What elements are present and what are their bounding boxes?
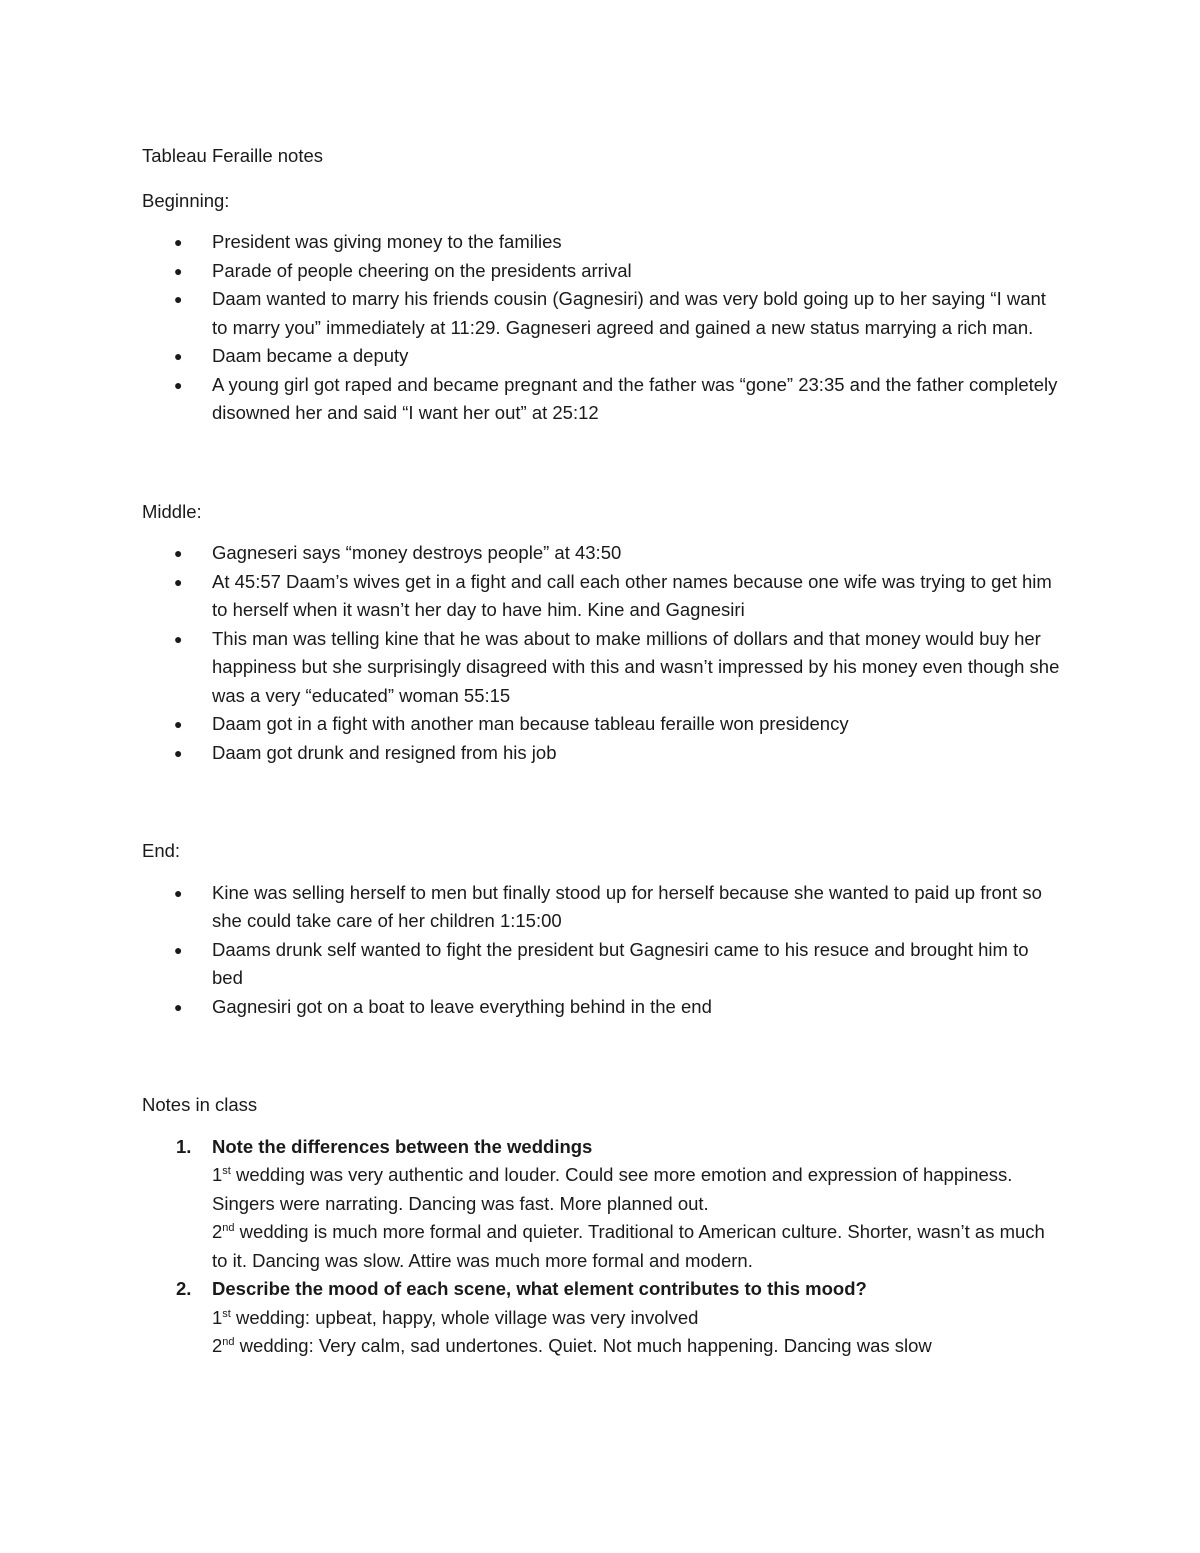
spacer [142,428,1062,498]
bullet-icon: ● [174,234,183,250]
bullet-icon: ● [174,941,183,958]
bullet-icon: ● [174,998,183,1015]
spacer [142,1021,1062,1091]
bullet-icon: ● [174,545,183,561]
section-heading-middle: Middle: [142,500,202,522]
list-item: ● Parade of people cheering on the presidents arrival [142,257,1062,286]
section-heading-beginning: Beginning: [142,189,230,211]
document-title: Tableau Feraille notes [142,145,323,166]
answer-line: 2nd wedding: Very calm, sad undertones. Quiet. Not much happening. Dancing was slow [212,1335,932,1356]
list-item: ● At 45:57 Daam’s wives get in a fight and call each other names because one wife was trying to get him to herself when it wasn’t her day to have him. Kine and Gagnesiri [142,568,1062,625]
list-item: ● Daam got in a fight with another man because tableau feraille won presidency [142,710,1062,739]
list-item: ● Gagnesiri got on a boat to leave everything behind in the end [142,993,1062,1022]
spacer [142,767,1062,837]
question-text: Note the differences between the weddings [212,1135,593,1157]
middle-list [142,539,1062,767]
bullet-icon: ● [174,291,183,307]
bullet-icon: ● [174,744,183,761]
document-body [142,142,1062,1361]
bullet-icon: ● [174,573,183,590]
list-item: ● Daam became a deputy [142,342,1062,371]
section-heading-end: End: [142,840,181,861]
bullet-icon: ● [174,630,183,647]
list-item: ● Daams drunk self wanted to fight the president but Gagnesiri came to his resuce and brought him to bed [142,936,1062,993]
bullet-icon: ● [174,884,183,901]
list-item: ● Kine was selling herself to men but finally stood up for herself because she wanted to paid up front so she could take care of her children 1:15:00 [142,879,1062,936]
section-heading-class-notes: Notes in class [142,1094,258,1115]
beginning-list [142,228,1062,428]
question-item [142,1275,1062,1361]
answer-line: 1st wedding was very authentic and louder. Could see more emotion and expression of happiness. Singers were narrating. Dancing was fast. More planned out. [212,1164,1013,1214]
list-item: ● Daam got drunk and resigned from his job [142,739,1062,768]
bullet-icon: ● [174,348,183,364]
bullet-icon: ● [174,262,183,279]
list-item: ● A young girl got raped and became pregnant and the father was “gone” 23:35 and the father completely disowned her and said “I want her out” at 25:12 [142,371,1062,428]
question-number: 2. [176,1278,192,1299]
answer-line: 1st wedding: upbeat, happy, whole village was very involved [212,1306,699,1328]
bullet-icon: ● [174,716,183,732]
class-notes-list [142,1133,1062,1361]
list-item: ● Daam wanted to marry his friends cousin (Gagnesiri) and was very bold going up to her saying “I want to marry you” immediately at 11:29. Gagneseri agreed and gained a new status marrying a rich man. [142,285,1062,342]
question-text: Describe the mood of each scene, what element contributes to this mood? [212,1278,867,1299]
question-number: 1. [176,1135,192,1157]
list-item: ● Gagneseri says “money destroys people” at 43:50 [142,539,1062,568]
end-list [142,879,1062,1022]
question-item [142,1133,1062,1276]
list-item: ● This man was telling kine that he was about to make millions of dollars and that money would buy her happiness but she surprisingly disagreed with this and wasn’t impressed by his money even though she was a very “educated” woman 55:15 [142,625,1062,711]
list-item: ● President was giving money to the families [142,228,1062,257]
answer-line: 2nd wedding is much more formal and quieter. Traditional to American culture. Shorter, wasn’t as much to it. Dancing was slow. Attire was much more formal and modern. [212,1221,1045,1271]
bullet-icon: ● [174,376,183,393]
